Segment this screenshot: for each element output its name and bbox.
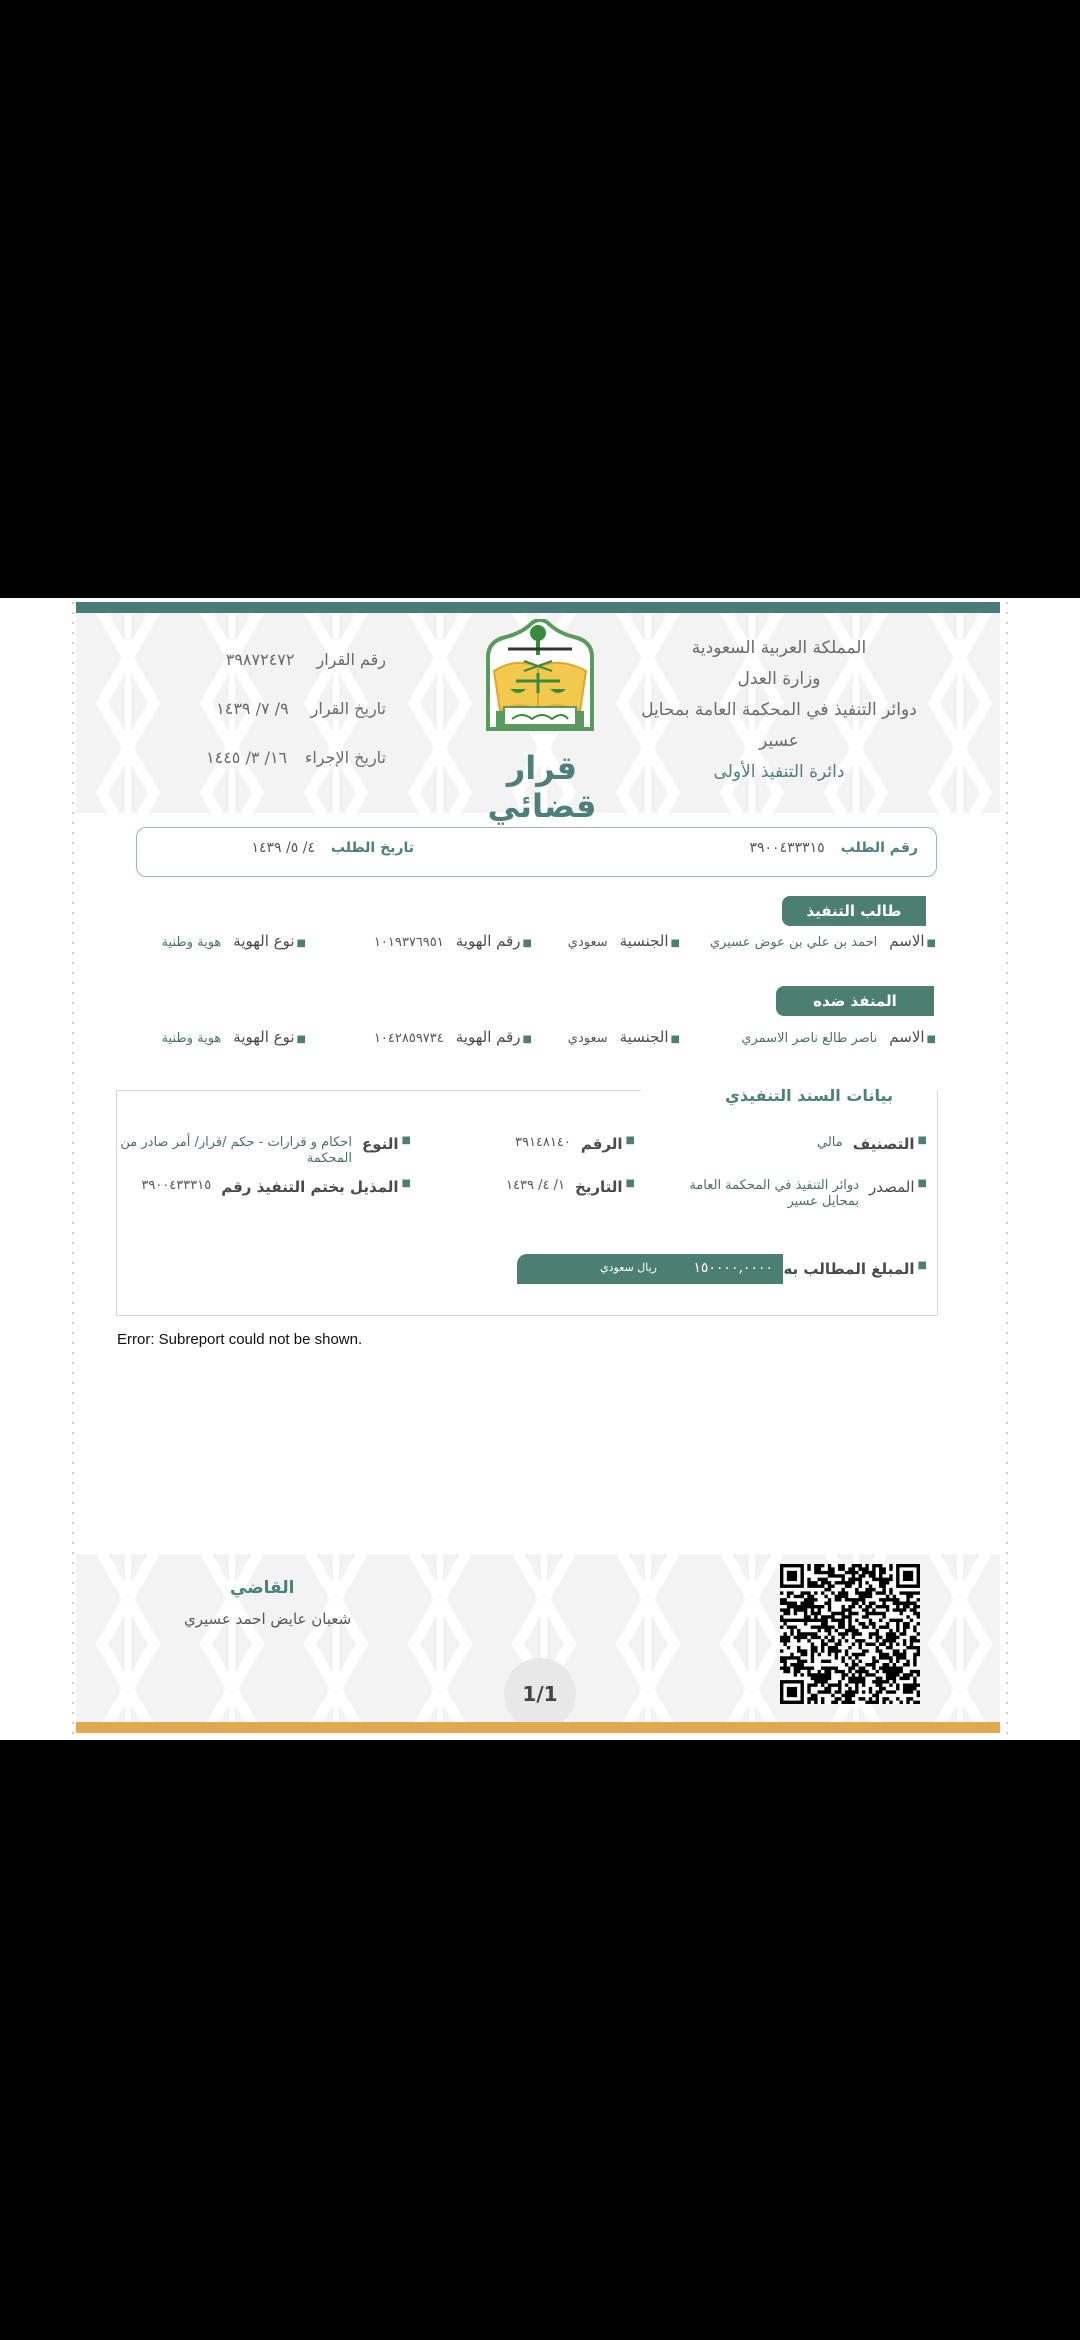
deed-date (506, 1178, 635, 1196)
qr-code-icon[interactable] (780, 1564, 920, 1704)
respondent-nationality-label: ■ الجنسية (620, 1028, 680, 1046)
respondent-id-type-value: هوية وطنية (161, 1031, 222, 1046)
deed-classification (817, 1135, 927, 1153)
respondent-id-number (374, 1028, 532, 1046)
deed-number-label: ■ الرقم (581, 1135, 635, 1153)
request-info-box (136, 827, 937, 877)
amount-label: ■ المبلغ المطالب به (783, 1260, 927, 1278)
procedure-date-label: تاريخ الإجراء (304, 748, 386, 767)
issuer-block (614, 633, 944, 788)
applicant-row (140, 932, 936, 958)
ministry-name: وزارة العدل (737, 669, 821, 689)
respondent-nationality (568, 1028, 680, 1046)
procedure-date-row (206, 733, 386, 782)
request-number-label: رقم الطلب (840, 840, 918, 856)
request-number (749, 840, 918, 856)
respondent-nationality-value: سعودي (567, 1031, 608, 1046)
executive-deed-box (116, 1086, 938, 1316)
respondent-name-label: ■ الاسم (889, 1028, 936, 1046)
deed-source (663, 1178, 927, 1210)
respondent-id-type-label: ■ نوع الهوية (233, 1028, 306, 1046)
applicant-id-type-value: هوية وطنية (161, 935, 222, 950)
judge-name: شعبان عايض احمد عسيري (184, 1610, 352, 1628)
respondent-id-number-value: ١٠٤٢٨٥٩٧٣٤ (373, 1031, 444, 1046)
page-edge-right (1006, 598, 1008, 1740)
deed-type-label: ■ النوع (362, 1135, 411, 1153)
request-date (251, 840, 414, 856)
deed-date-label: ■ التاريخ (575, 1178, 635, 1196)
footer-bottom-bar (76, 1722, 1000, 1733)
applicant-name (710, 932, 936, 950)
deed-classification-label: ■ التصنيف (853, 1135, 927, 1153)
amount-bar (517, 1254, 783, 1284)
deed-type-value: احكام و قرارات - حكم /قرار/ أمر صادر من المحكمة (120, 1135, 352, 1166)
applicant-name-label: ■ الاسم (889, 932, 936, 950)
respondent-id-number-label: ■ رقم الهوية (456, 1028, 532, 1046)
page-indicator: 1/1 (504, 1658, 576, 1730)
applicant-nationality (568, 932, 680, 950)
decision-info (206, 635, 386, 782)
applicant-id-number-value: ١٠١٩٣٧٦٩٥١ (373, 935, 444, 950)
applicant-nationality-value: سعودي (567, 935, 608, 950)
applicant-nationality-label: ■ الجنسية (620, 932, 680, 950)
page-edge-left (72, 598, 74, 1740)
decision-date-label: تاريخ القرار (310, 699, 386, 718)
document-page (0, 598, 1080, 1740)
deed-divider (117, 1090, 641, 1091)
circuit-name: دائرة التنفيذ الأولى (713, 762, 845, 782)
deed-number (515, 1135, 635, 1153)
deed-source-value: دوائر التنفيذ في المحكمة العامة بمحايل عسير (689, 1178, 859, 1209)
decision-date-row (206, 684, 386, 733)
deed-stamp (141, 1178, 411, 1196)
deed-date-value: ١/ ٤/ ١٤٣٩ (506, 1178, 565, 1193)
decision-number-row (206, 635, 386, 684)
applicant-id-number-label: ■ رقم الهوية (456, 932, 532, 950)
decision-number-value: ٣٩٨٧٢٤٧٢ (225, 650, 295, 669)
judge-title: القاضي (230, 1578, 295, 1598)
respondent-row (140, 1028, 936, 1054)
request-date-label: تاريخ الطلب (330, 840, 414, 856)
decision-date-value: ٩/ ٧/ ١٤٣٩ (216, 699, 289, 718)
document-footer (76, 1554, 1000, 1722)
applicant-section-title: طالب التنفيذ (782, 896, 926, 926)
applicant-id-number (374, 932, 532, 950)
document-header (76, 613, 1000, 825)
ministry-of-justice-logo-icon (482, 619, 598, 731)
applicant-id-type (162, 932, 306, 950)
amount-currency: ريال سعودي (600, 1261, 657, 1274)
decision-number-label: رقم القرار (316, 650, 386, 669)
kingdom-name: المملكة العربية السعودية (691, 638, 867, 658)
header-top-bar (76, 602, 1000, 613)
request-number-value: ٣٩٠٠٤٣٣٣١٥ (749, 840, 825, 856)
deed-stamp-label: ■ المذيل بختم التنفيذ رقم (221, 1178, 411, 1196)
deed-classification-value: مالي (817, 1135, 843, 1150)
respondent-id-type (162, 1028, 306, 1046)
procedure-date-value: ١٦/ ٣/ ١٤٤٥ (206, 748, 288, 767)
court-name-line2: عسير (759, 731, 799, 751)
amount-value: ١٥٠٠٠٠,٠٠٠٠ (693, 1260, 773, 1276)
respondent-section-title: المنفذ ضده (776, 986, 934, 1016)
court-name-line1: دوائر التنفيذ في المحكمة العامة بمحايل (641, 700, 917, 720)
respondent-name (741, 1028, 936, 1046)
respondent-name-value: ناصر طالع ناصر الاسمري (741, 1031, 878, 1046)
deed-type (120, 1135, 411, 1167)
document-title: قرار قضائي (487, 749, 597, 825)
deed-number-value: ٣٩١٤٨١٤٠ (514, 1135, 571, 1150)
applicant-id-type-label: ■ نوع الهوية (233, 932, 306, 950)
subreport-error: Error: Subreport could not be shown. (117, 1331, 363, 1348)
request-date-value: ٤/ ٥/ ١٤٣٩ (251, 840, 315, 856)
deed-section-title: بيانات السند التنفيذي (725, 1086, 893, 1105)
deed-stamp-value: ٣٩٠٠٤٣٣٣١٥ (141, 1178, 212, 1193)
deed-source-label: ■ المصدر (869, 1178, 927, 1196)
applicant-name-value: احمد بن علي بن عوض عسيري (709, 935, 878, 950)
